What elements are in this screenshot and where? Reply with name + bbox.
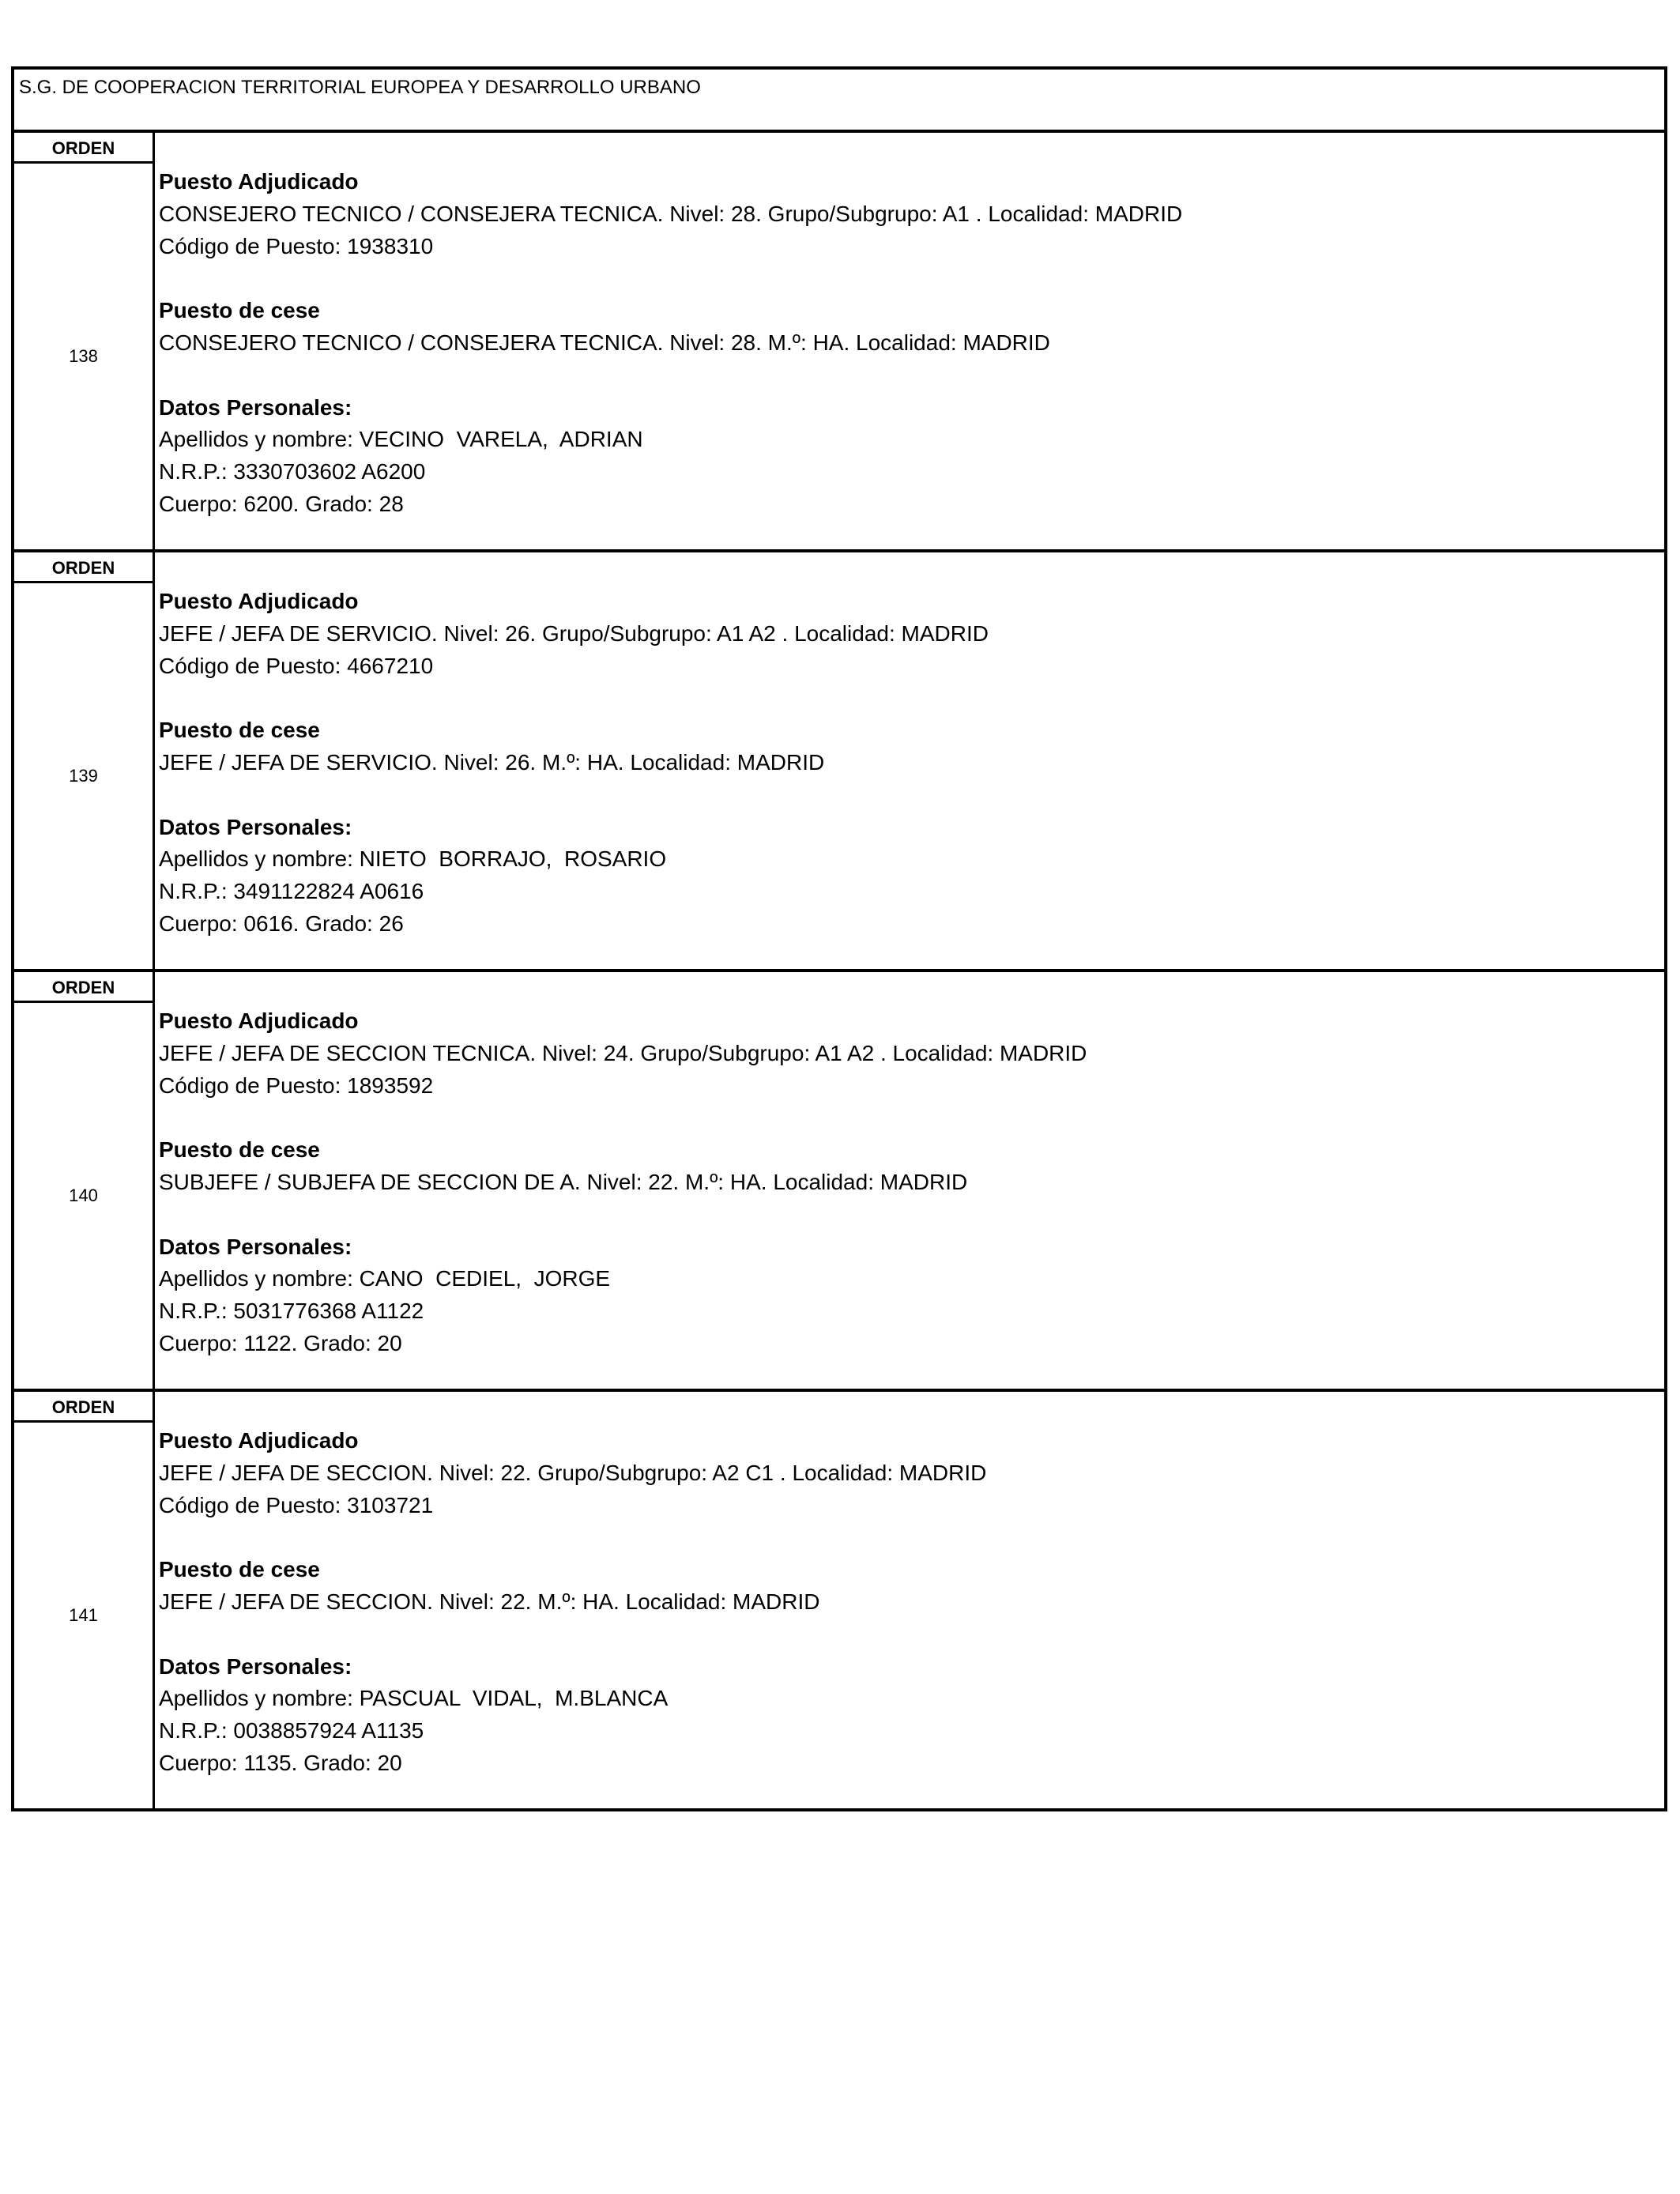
- puesto-cese-heading: Puesto de cese: [159, 1137, 320, 1163]
- orden-column: [14, 1392, 155, 1808]
- orden-number: 138: [69, 346, 98, 366]
- spacer: [159, 779, 1664, 812]
- spacer: [159, 262, 1664, 295]
- spacer: [159, 682, 1664, 714]
- orden-number: 139: [69, 766, 98, 786]
- puesto-adjudicado-description: CONSEJERO TECNICO / CONSEJERA TECNICA. Nivel: 28. Grupo/Subgrupo: A1 . Localidad: MADRID: [159, 201, 1183, 226]
- puesto-cese-heading: Puesto de cese: [159, 298, 320, 323]
- nrp: N.R.P.: 3491122824 A0616: [159, 879, 424, 904]
- puesto-adjudicado-description: JEFE / JEFA DE SECCION. Nivel: 22. Grupo/Subgrupo: A2 C1 . Localidad: MADRID: [159, 1460, 987, 1485]
- record-details: [155, 972, 1664, 1389]
- cuerpo-grado: Cuerpo: 1122. Grado: 20: [159, 1330, 402, 1355]
- codigo-puesto: Código de Puesto: 3103721: [159, 1492, 434, 1517]
- record-details: [155, 133, 1664, 549]
- orden-label: ORDEN: [14, 1392, 153, 1423]
- cuerpo-grado: Cuerpo: 1135. Grado: 20: [159, 1750, 402, 1775]
- codigo-puesto: Código de Puesto: 1938310: [159, 233, 434, 258]
- record-details: [155, 552, 1664, 969]
- record-row: [14, 133, 1664, 552]
- orden-label: ORDEN: [14, 552, 153, 583]
- record-row: [14, 1392, 1664, 1811]
- puesto-cese-description: SUBJEFE / SUBJEFA DE SECCION DE A. Nivel: 22. M.º: HA. Localidad: MADRID: [159, 1169, 968, 1194]
- record-row: [14, 552, 1664, 972]
- datos-personales-heading: Datos Personales:: [159, 814, 352, 839]
- nrp: N.R.P.: 5031776368 A1122: [159, 1299, 424, 1324]
- spacer: [159, 1619, 1664, 1651]
- apellidos-nombre: Apellidos y nombre: PASCUAL VIDAL, M.BLANCA: [159, 1686, 669, 1711]
- orden-label: ORDEN: [14, 133, 153, 164]
- puesto-cese-description: JEFE / JEFA DE SERVICIO. Nivel: 26. M.º: HA. Localidad: MADRID: [159, 749, 825, 775]
- puesto-cese-heading: Puesto de cese: [159, 718, 320, 743]
- datos-personales-heading: Datos Personales:: [159, 1653, 352, 1679]
- nrp: N.R.P.: 3330703602 A6200: [159, 459, 426, 484]
- cuerpo-grado: Cuerpo: 6200. Grado: 28: [159, 491, 404, 516]
- orden-number: 141: [69, 1605, 98, 1625]
- apellidos-nombre: Apellidos y nombre: VECINO VARELA, ADRIAN: [159, 427, 643, 452]
- puesto-cese-description: JEFE / JEFA DE SECCION. Nivel: 22. M.º: HA. Localidad: MADRID: [159, 1589, 820, 1614]
- puesto-adjudicado-heading: Puesto Adjudicado: [159, 169, 359, 194]
- orden-label: ORDEN: [14, 972, 153, 1003]
- puesto-adjudicado-heading: Puesto Adjudicado: [159, 589, 359, 613]
- record-row: [14, 972, 1664, 1392]
- orden-column: [14, 552, 155, 969]
- puesto-cese-heading: Puesto de cese: [159, 1557, 320, 1582]
- spacer: [159, 1521, 1664, 1554]
- codigo-puesto: Código de Puesto: 4667210: [159, 653, 434, 678]
- spacer: [159, 360, 1664, 392]
- document-table: [11, 66, 1667, 1811]
- puesto-adjudicado-heading: Puesto Adjudicado: [159, 1428, 359, 1453]
- puesto-adjudicado-description: JEFE / JEFA DE SERVICIO. Nivel: 26. Grupo/Subgrupo: A1 A2 . Localidad: MADRID: [159, 620, 989, 646]
- unit-title: S.G. DE COOPERACION TERRITORIAL EUROPEA Y DESARROLLO URBANO: [19, 77, 701, 98]
- apellidos-nombre: Apellidos y nombre: CANO CEDIEL, JORGE: [159, 1266, 611, 1291]
- spacer: [159, 1199, 1664, 1231]
- orden-number: 140: [69, 1186, 98, 1205]
- datos-personales-heading: Datos Personales:: [159, 1234, 352, 1259]
- codigo-puesto: Código de Puesto: 1893592: [159, 1072, 434, 1098]
- apellidos-nombre: Apellidos y nombre: NIETO BORRAJO, ROSARIO: [159, 846, 667, 872]
- puesto-adjudicado-description: JEFE / JEFA DE SECCION TECNICA. Nivel: 24. Grupo/Subgrupo: A1 A2 . Localidad: MADRID: [159, 1040, 1087, 1065]
- nrp: N.R.P.: 0038857924 A1135: [159, 1718, 424, 1744]
- orden-column: [14, 133, 155, 549]
- orden-column: [14, 972, 155, 1389]
- record-details: [155, 1392, 1664, 1808]
- header-box: [14, 70, 1664, 133]
- cuerpo-grado: Cuerpo: 0616. Grado: 26: [159, 910, 404, 936]
- datos-personales-heading: Datos Personales:: [159, 394, 352, 420]
- spacer: [159, 1102, 1664, 1134]
- puesto-adjudicado-heading: Puesto Adjudicado: [159, 1008, 359, 1033]
- puesto-cese-description: CONSEJERO TECNICO / CONSEJERA TECNICA. Nivel: 28. M.º: HA. Localidad: MADRID: [159, 330, 1050, 355]
